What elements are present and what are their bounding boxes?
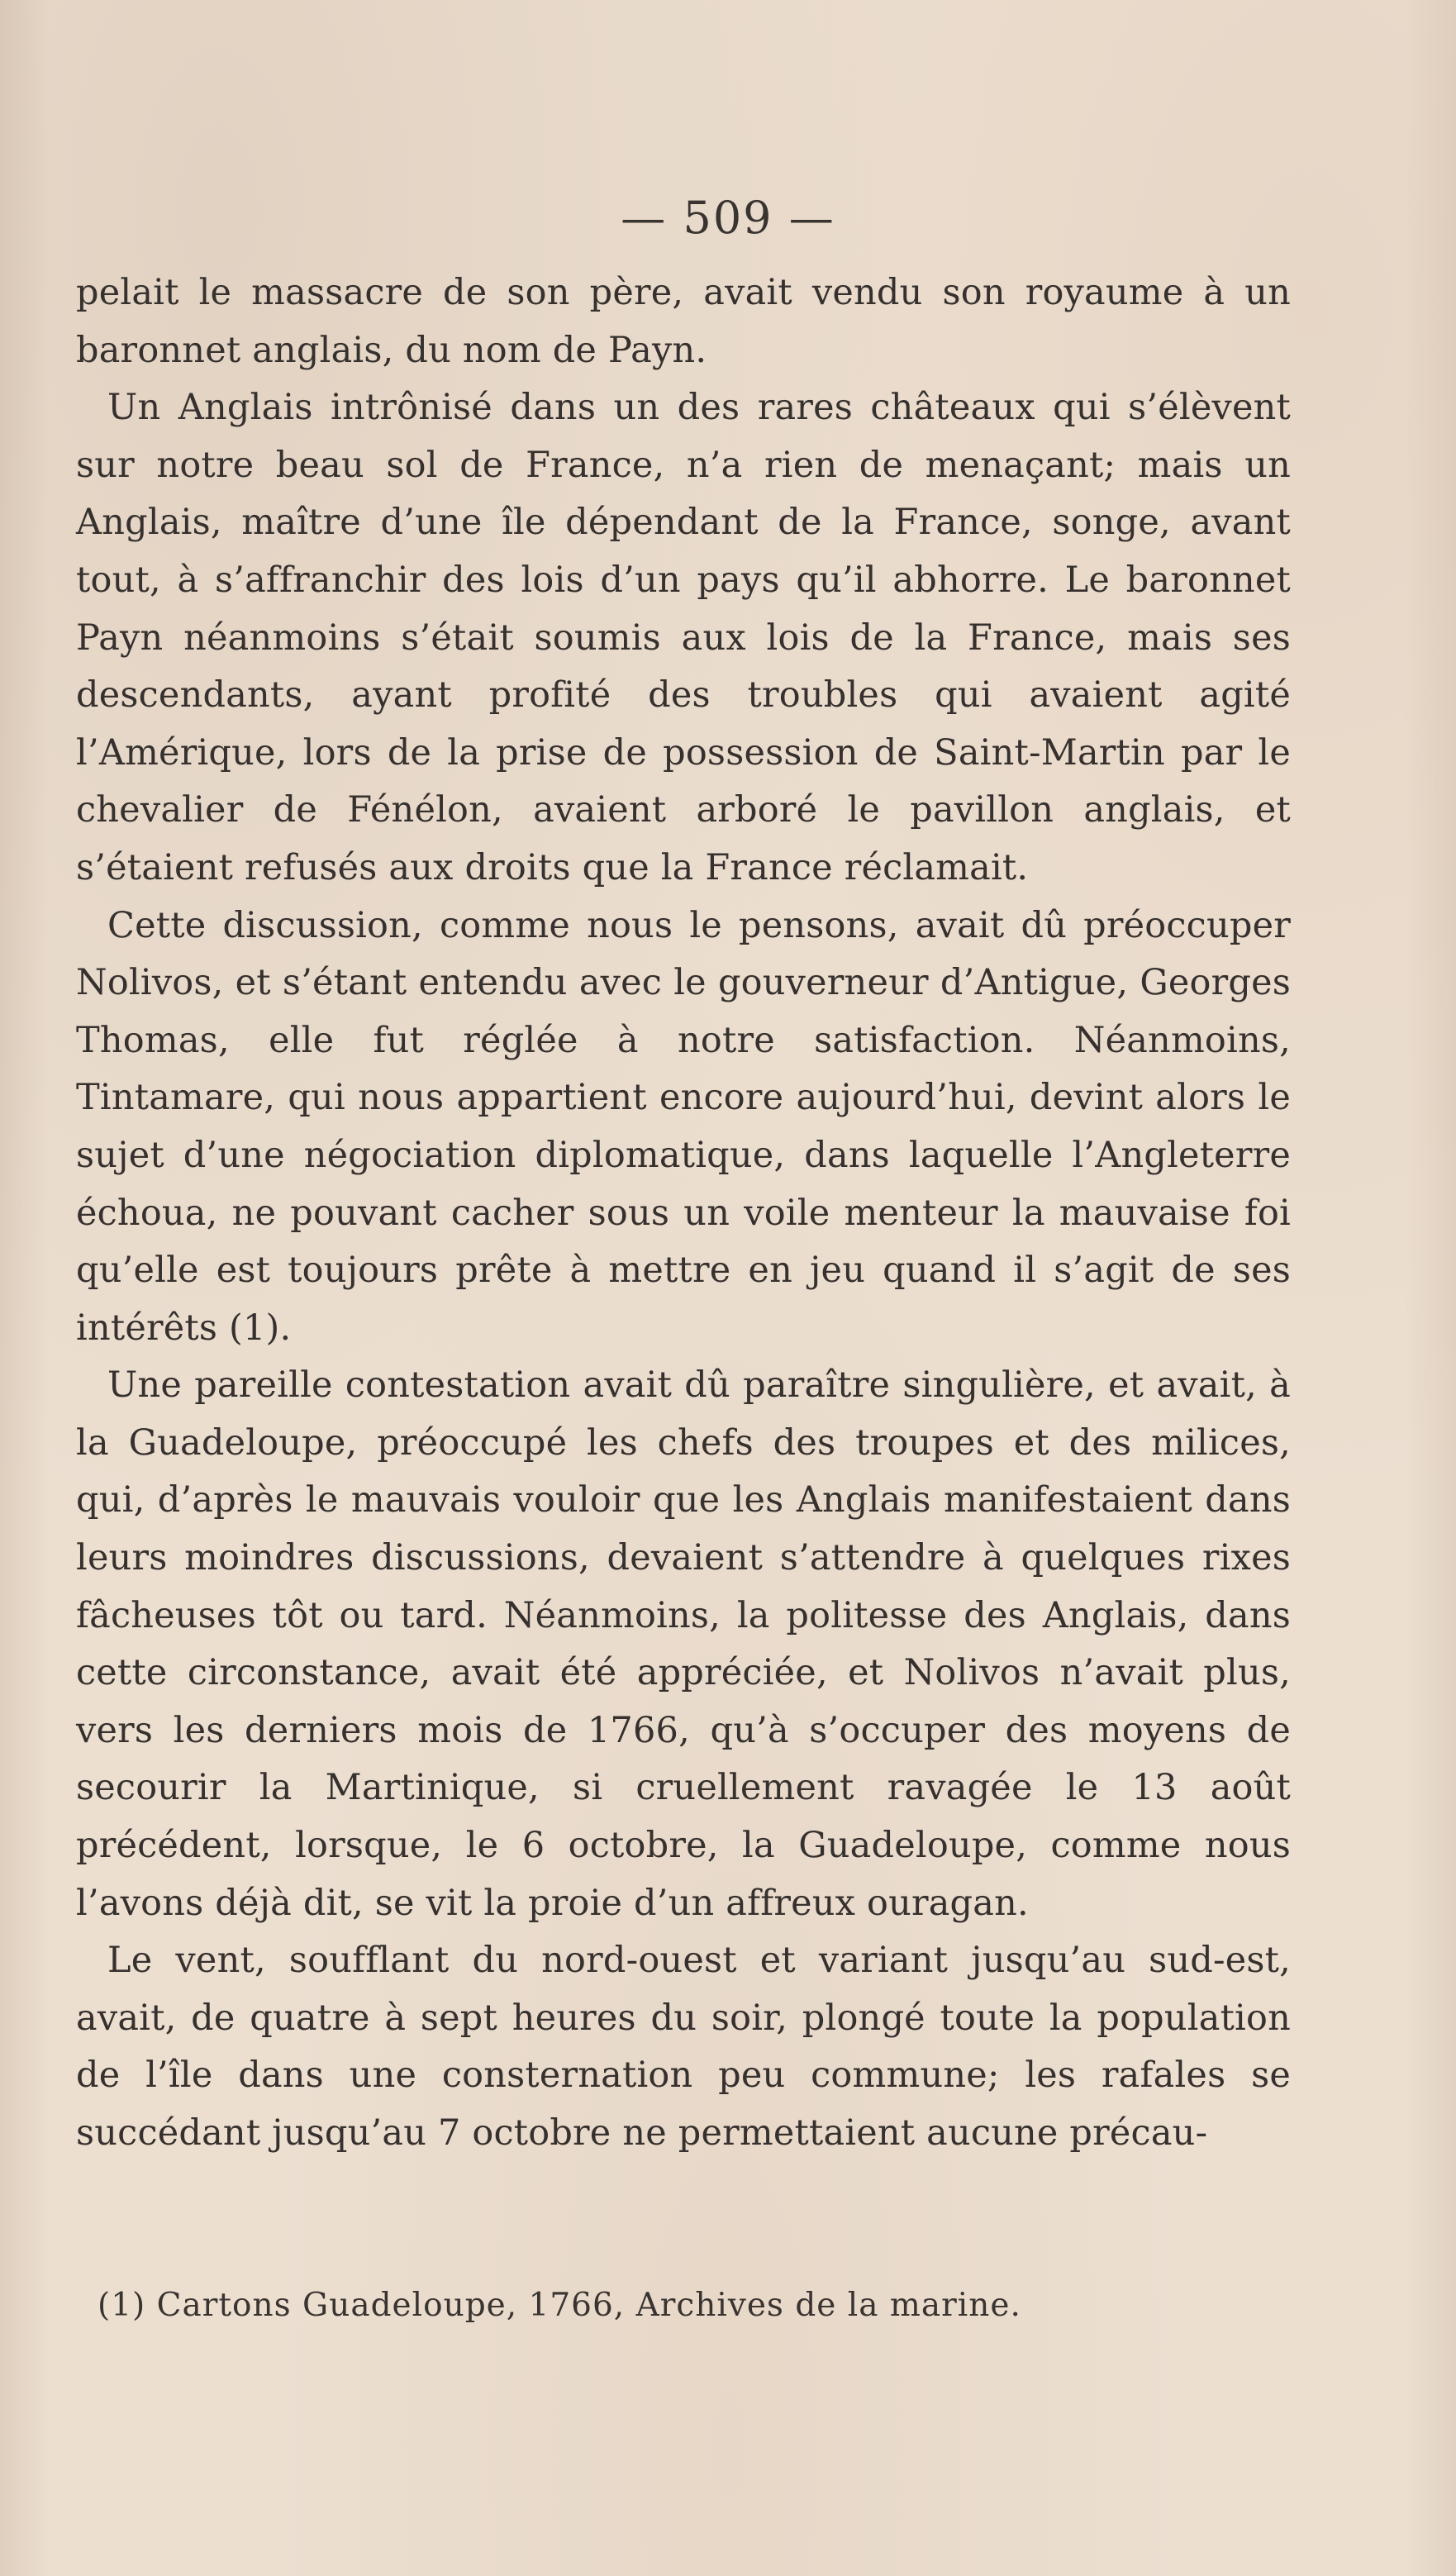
- paragraph-discussion: Cette discussion, comme nous le pensons, avait dû préoccuper Nolivos, et s’étant entendu avec le gouverneur d’Antigue, Georges Thomas, elle fut réglée à notre satisfaction. Néanmoins, Tintamare, qui nous appartient encore aujourd’hui, devint alors le sujet d’une négociation diplomatique, dans laquelle l’Angleterre échoua, ne pouvant cacher sous un voile menteur la mauvaise foi qu’elle est toujours prête à mettre en jeu quand il s’agit de ses intérêts (1).: [76, 904, 1291, 1349]
- paragraph-vent: Le vent, soufflant du nord-ouest et variant jusqu’au sud-est, avait, de quatre à sept heures du soir, plongé toute la population de l’île dans une consternation peu commune; les rafales se succédant jusqu’au 7 octobre ne permettaient aucune précau-: [76, 1940, 1291, 2154]
- paragraph-anglais: Un Anglais intrônisé dans un des rares châteaux qui s’élèvent sur notre beau sol de France, n’a rien de menaçant; mais un Anglais, maître d’une île dépendant de la France, songe, avant tout, à s’affranchir des lois d’un pays qu’il abhorre. Le baronnet Payn néanmoins s’était soumis aux lois de la France, mais ses descendants, ayant profité des troubles qui avaient agité l’Amérique, lors de la prise de possession de Saint-Martin par le chevalier de Fénélon, avaient arboré le pavillon anglais, et s’étaient refusés aux droits que la France réclamait.: [76, 387, 1291, 888]
- footnote: (1) Cartons Guadeloupe, 1766, Archives de la marine.: [98, 2287, 1021, 2324]
- paragraph-continuation: pelait le massacre de son père, avait vendu son royaume à un baronnet anglais, du nom de Payn.: [76, 272, 1291, 371]
- body-text: [76, 264, 1291, 2163]
- paragraph-contestation: Une pareille contestation avait dû paraître singulière, et avait, à la Guadeloupe, préoccupé les chefs des troupes et des milices, qui, d’après le mauvais vouloir que les Anglais manifestaient dans leurs moindres discussions, devaient s’attendre à quelques rixes fâcheuses tôt ou tard. Néanmoins, la politesse des Anglais, dans cette circonstance, avait été appréciée, et Nolivos n’avait plus, vers les derniers mois de 1766, qu’à s’occuper des moyens de secourir la Martinique, si cruellement ravagée le 13 août précédent, lorsque, le 6 octobre, la Guadeloupe, comme nous l’avons déjà dit, se vit la proie d’un affreux ouragan.: [76, 1364, 1291, 1924]
- page-number: — 509 —: [621, 192, 835, 244]
